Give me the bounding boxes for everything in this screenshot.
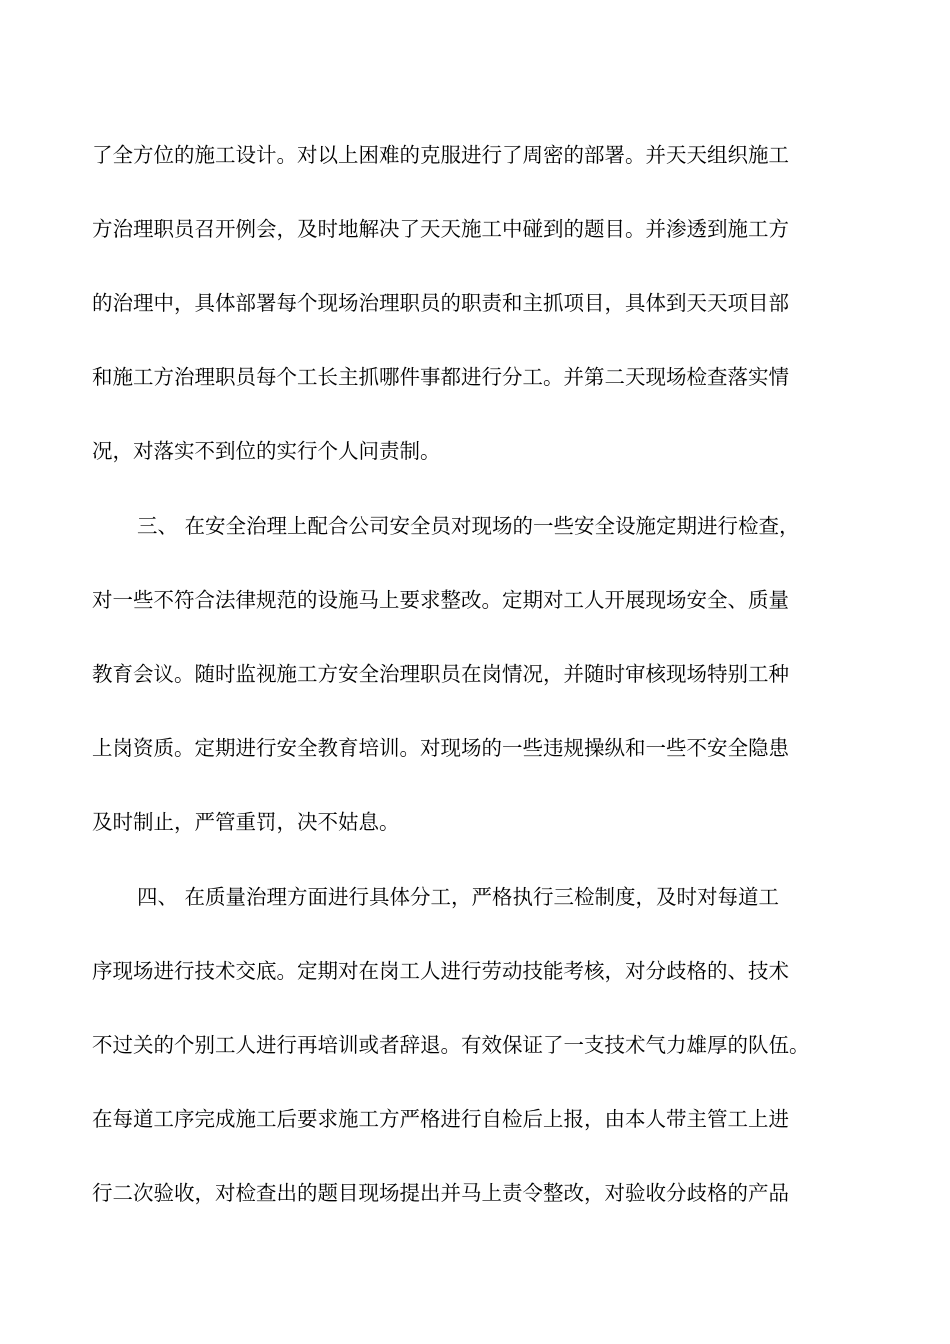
body-text-line: 的治理中，具体部署每个现场治理职员的职责和主抓项目，具体到天天项目部 — [92, 291, 789, 315]
body-text-line: 方治理职员召开例会，及时地解决了天天施工中碰到的题目。并渗透到施工方 — [92, 217, 789, 241]
body-text-line: 对一些不符合法律规范的设施马上要求整改。定期对工人开展现场安全、质量 — [92, 588, 789, 612]
body-text-line: 不过关的个别工人进行再培训或者辞退。有效保证了一支技术气力雄厚的队伍。 — [92, 1033, 810, 1057]
body-text-line: 序现场进行技术交底。定期对在岗工人进行劳动技能考核，对分歧格的、技术 — [92, 959, 789, 983]
body-text-line: 况，对落实不到位的实行个人问责制。 — [92, 439, 441, 463]
section-four-first-line: 四、 在质量治理方面进行具体分工，严格执行三检制度，及时对每道工 — [137, 885, 780, 909]
section-three-first-line: 三、 在安全治理上配合公司安全员对现场的一些安全设施定期进行检查， — [137, 514, 800, 538]
body-text-line: 行二次验收，对检查出的题目现场提出并马上责令整改，对验收分歧格的产品 — [92, 1181, 789, 1205]
body-text-line: 和施工方治理职员每个工长主抓哪件事都进行分工。并第二天现场检查落实情 — [92, 365, 789, 389]
body-text-line: 在每道工序完成施工后要求施工方严格进行自检后上报，由本人带主管工上进 — [92, 1107, 789, 1131]
body-text-line: 上岗资质。定期进行安全教育培训。对现场的一些违规操纵和一些不安全隐患 — [92, 736, 789, 760]
body-text-line: 及时制止，严管重罚，决不姑息。 — [92, 810, 400, 834]
body-text-line: 了全方位的施工设计。对以上困难的克服进行了周密的部署。并天天组织施工 — [92, 143, 789, 167]
body-text-line: 教育会议。随时监视施工方安全治理职员在岗情况，并随时审核现场特别工种 — [92, 662, 789, 686]
